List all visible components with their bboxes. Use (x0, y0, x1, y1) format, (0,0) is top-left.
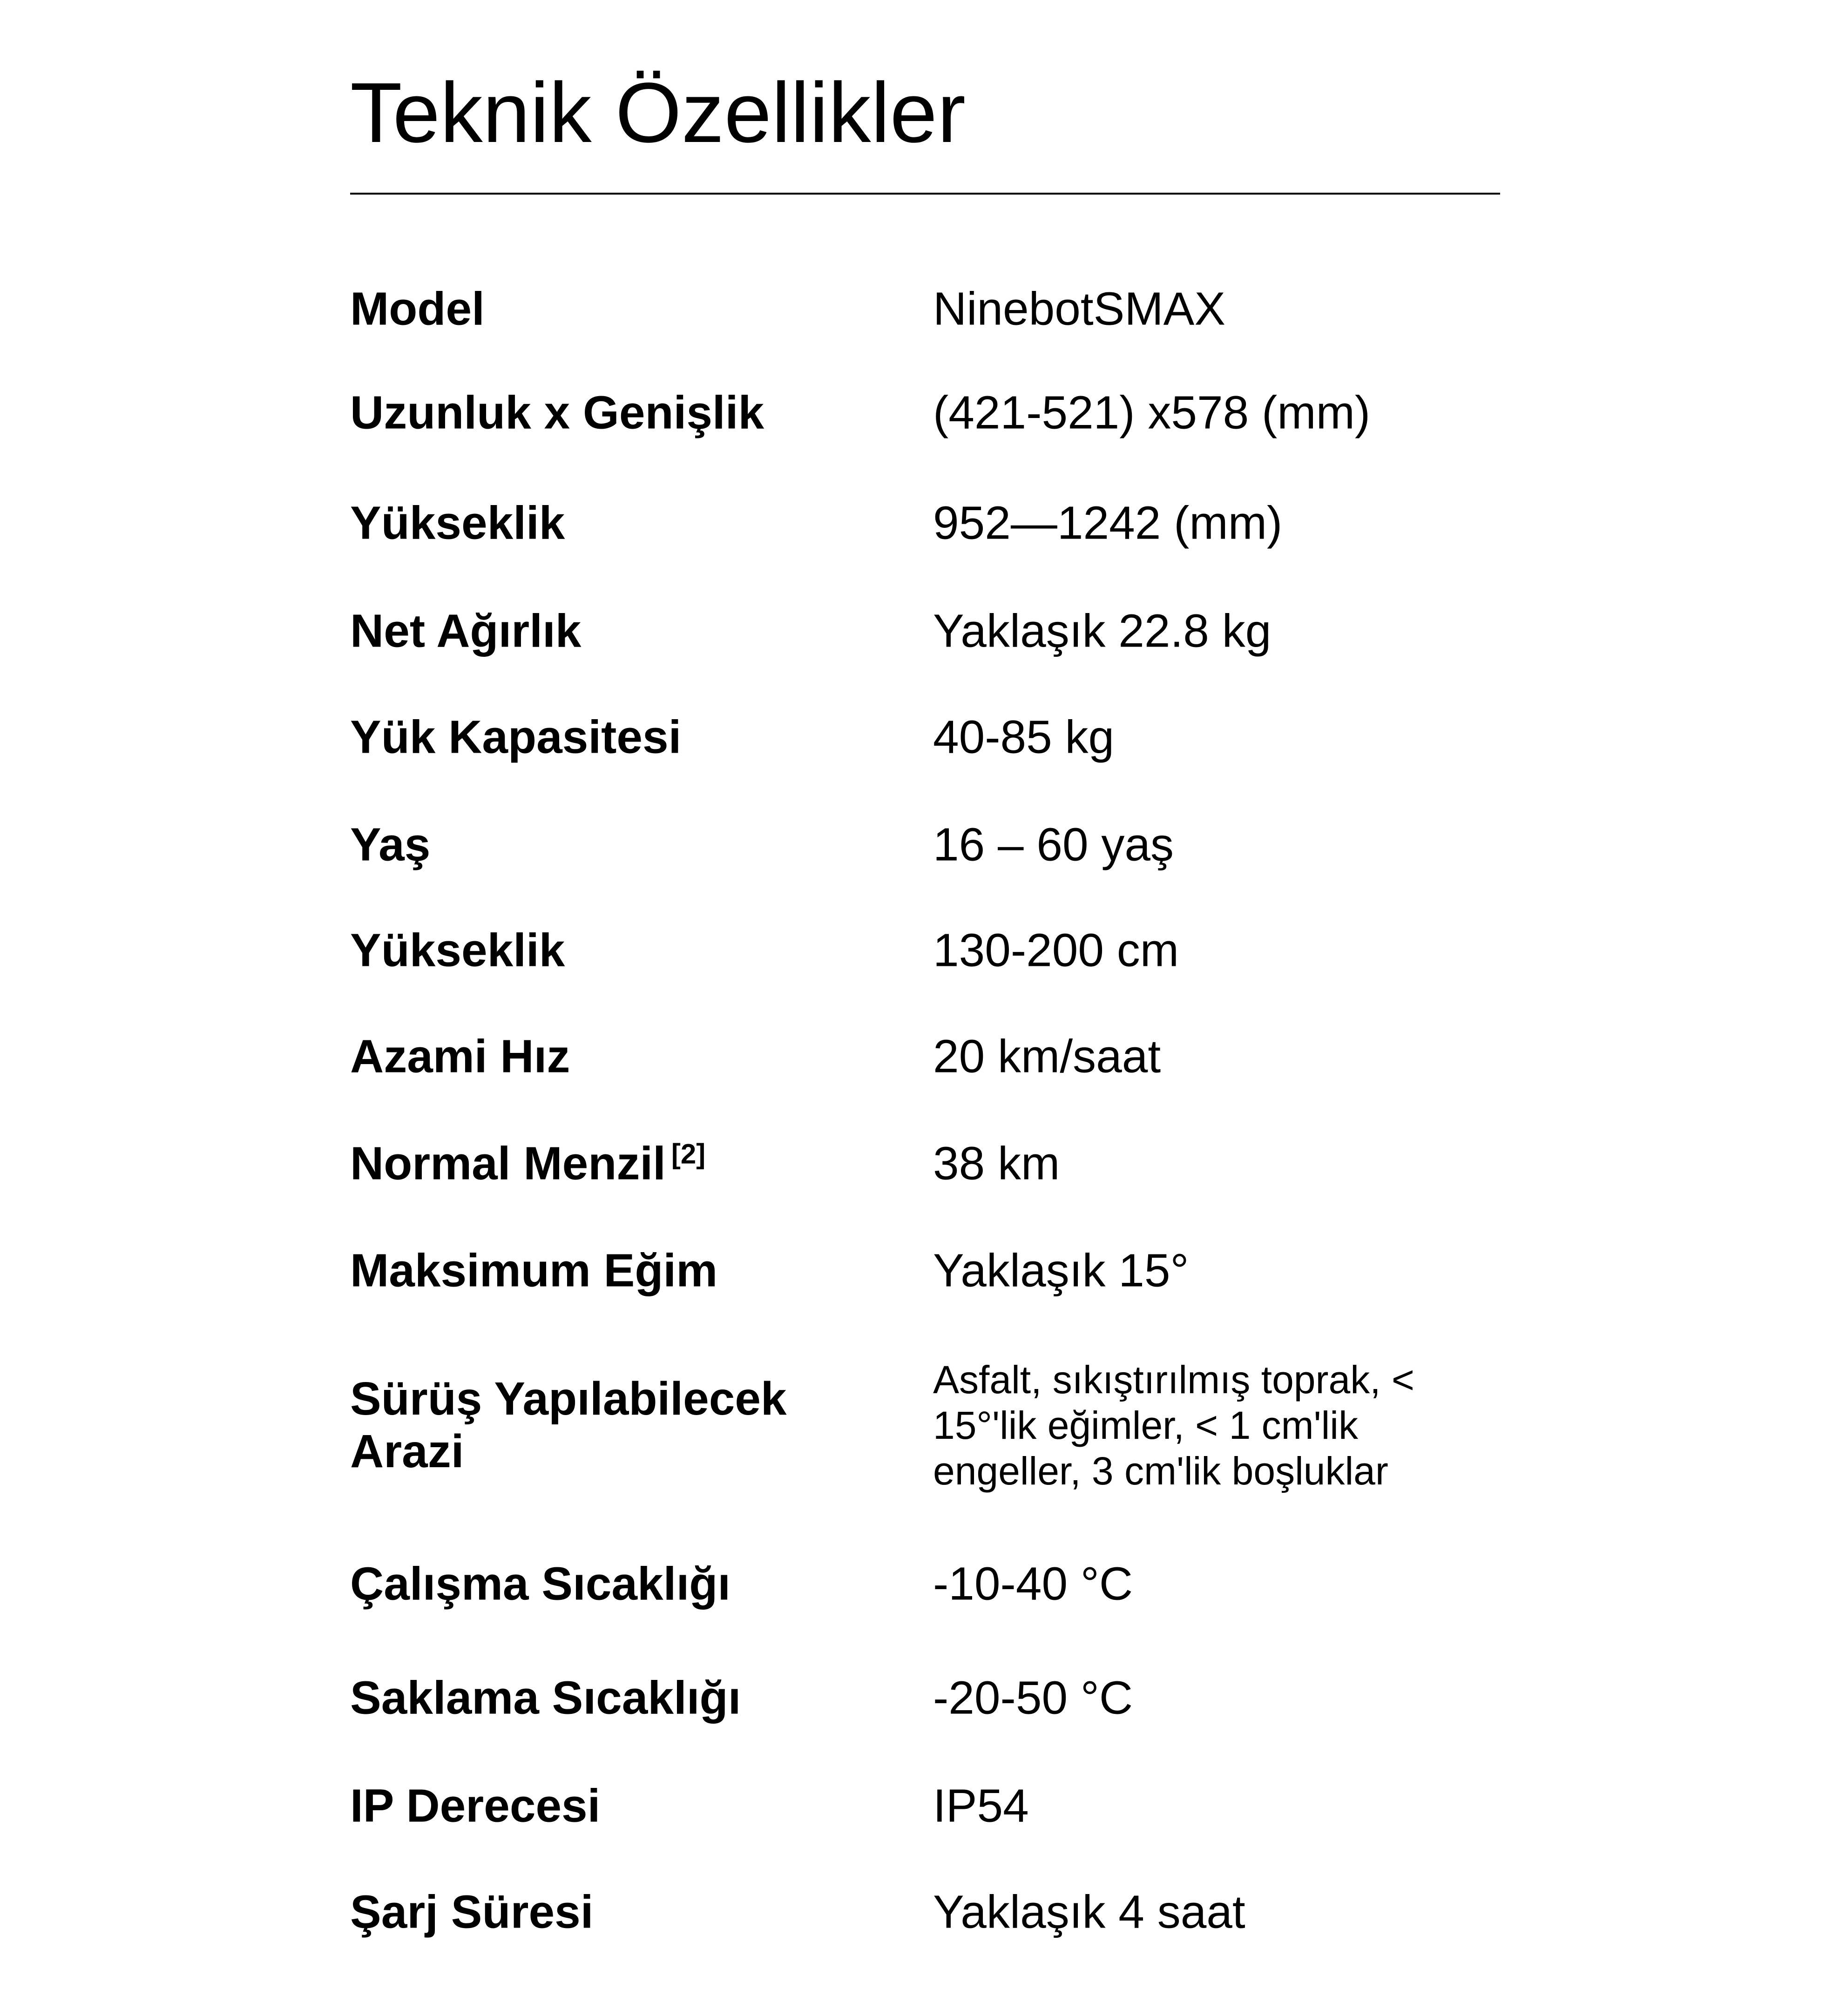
spec-label-text: Normal Menzil (350, 1137, 666, 1190)
spec-value: 20 km/saat (933, 1030, 1161, 1083)
spec-value: 16 – 60 yaş (933, 818, 1174, 871)
spec-label: Uzunluk x Genişlik (350, 386, 764, 439)
spec-label-line: Sürüş Yapılabilecek (350, 1373, 787, 1425)
spec-value: -10-40 °C (933, 1558, 1133, 1610)
spec-value: NinebotSMAX (933, 283, 1226, 335)
spec-label (350, 1373, 787, 1478)
spec-value: 38 km (933, 1137, 1060, 1190)
spec-value (933, 1357, 1414, 1494)
spec-label: IP Derecesi (350, 1780, 601, 1832)
spec-label: Yük Kapasitesi (350, 711, 682, 763)
spec-label: Çalışma Sıcaklığı (350, 1558, 731, 1610)
spec-value-line: 15°'lik eğimler, < 1 cm'lik (933, 1403, 1358, 1447)
spec-label: Yaş (350, 818, 431, 871)
spec-value: 130-200 cm (933, 924, 1179, 977)
spec-value: 40-85 kg (933, 711, 1115, 763)
spec-label (350, 1138, 705, 1190)
spec-value: Yaklaşık 15° (933, 1244, 1189, 1297)
spec-label-line: Arazi (350, 1425, 464, 1477)
spec-value: Yaklaşık 22.8 kg (933, 605, 1272, 657)
spec-label: Yükseklik (350, 924, 565, 977)
spec-label: Saklama Sıcaklığı (350, 1672, 741, 1724)
spec-label: Şarj Süresi (350, 1886, 594, 1938)
spec-value: 952—1242 (mm) (933, 497, 1283, 549)
spec-label: Yükseklik (350, 497, 565, 549)
spec-label: Azami Hız (350, 1030, 570, 1083)
spec-value-line: engeller, 3 cm'lik boşluklar (933, 1449, 1388, 1493)
title-divider (350, 193, 1500, 195)
spec-label: Maksimum Eğim (350, 1244, 718, 1297)
spec-value: (421-521) x578 (mm) (933, 386, 1371, 439)
spec-value: -20-50 °C (933, 1672, 1133, 1724)
spec-label: Net Ağırlık (350, 605, 582, 657)
spec-value-line: Asfalt, sıkıştırılmış toprak, < (933, 1358, 1414, 1402)
footnote-marker: [2] (671, 1138, 706, 1170)
spec-label: Model (350, 283, 485, 335)
spec-value: IP54 (933, 1780, 1029, 1832)
spec-value: Yaklaşık 4 saat (933, 1886, 1245, 1938)
page-title: Teknik Özellikler (350, 65, 966, 160)
